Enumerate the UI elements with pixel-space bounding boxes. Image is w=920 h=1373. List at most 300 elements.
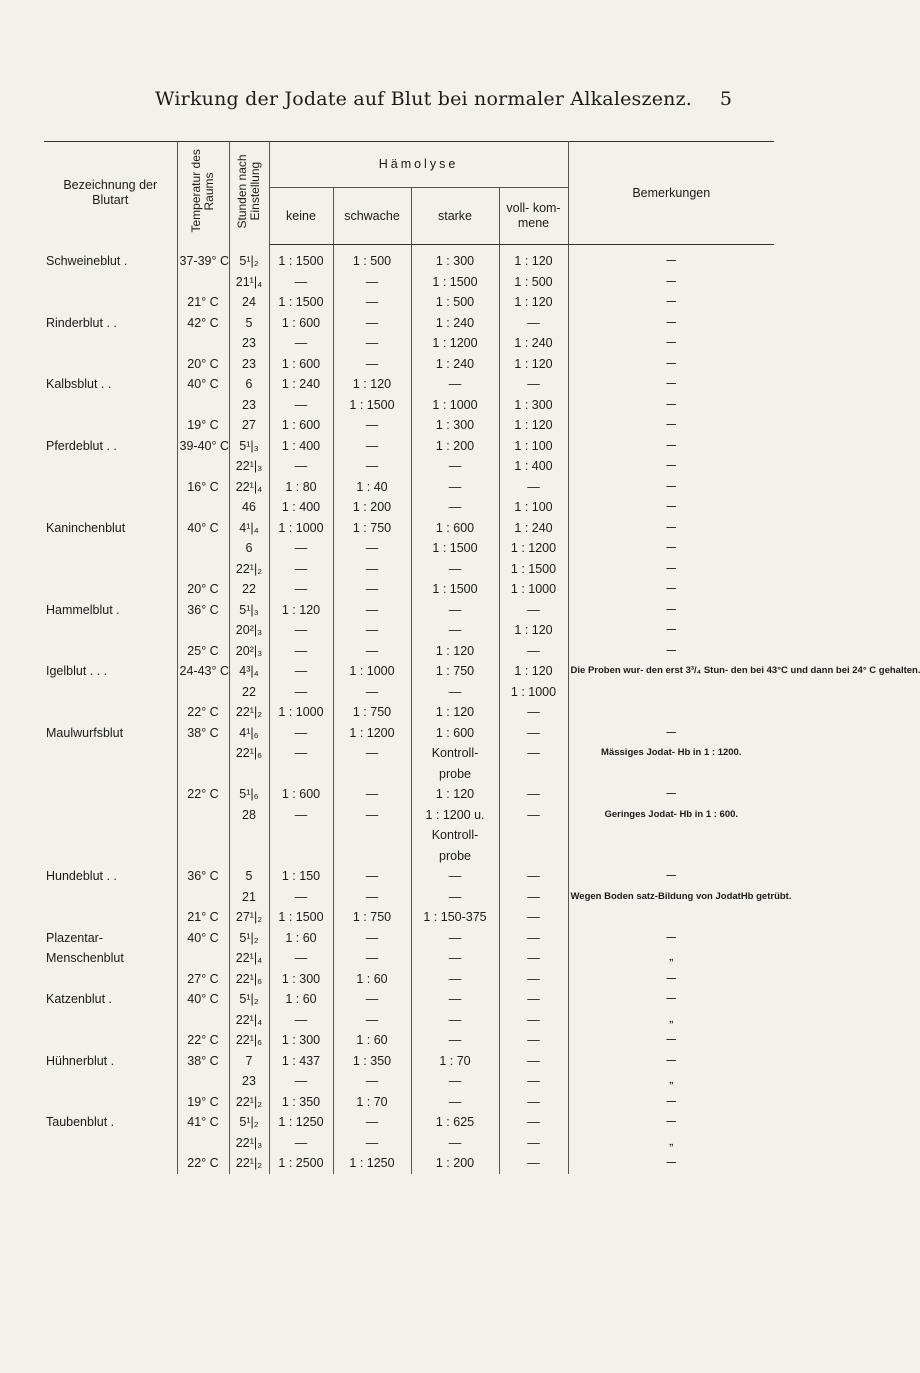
cell-hours: 22: [229, 682, 269, 703]
cell-voll: —: [499, 641, 568, 662]
cell-schwache: —: [333, 641, 411, 662]
cell-voll: 1 : 1200: [499, 538, 568, 559]
table-row: [44, 436, 774, 457]
cell-starke: Kontroll-: [411, 825, 499, 846]
cell-temp: 38° C: [177, 1051, 229, 1072]
cell-temp: 20° C: [177, 579, 229, 600]
cell-starke: 1 : 120: [411, 641, 499, 662]
cell-name: Igelblut . . .: [46, 664, 108, 678]
cell-bem: Die Proben wur- den erst 3³/₄ Stun- den bei 43°C und dann bei 24° C gehalten.: [568, 661, 774, 682]
header-stunden: Stunden nach Einstellung: [229, 142, 269, 245]
cell-bem: —: [568, 641, 774, 662]
cell-temp: [177, 333, 229, 354]
table-row: [44, 272, 774, 293]
table-row: [44, 313, 774, 334]
cell-temp: [177, 456, 229, 477]
cell-name: Hammelblut .: [46, 602, 120, 617]
cell-starke: 1 : 750: [411, 661, 499, 682]
table-row: [44, 641, 774, 662]
cell-keine: 1 : 600: [269, 784, 333, 805]
cell-temp: [177, 272, 229, 293]
cell-name: [44, 497, 177, 518]
cell-temp: 40° C: [177, 518, 229, 539]
cell-bem: —: [568, 784, 774, 805]
cell-voll: —: [499, 1112, 568, 1133]
cell-keine: 1 : 300: [269, 1030, 333, 1051]
table-row: [44, 784, 774, 805]
cell-hours: 22: [229, 579, 269, 600]
cell-bem: —: [568, 600, 774, 621]
cell-keine: [269, 846, 333, 867]
cell-hours: 23: [229, 333, 269, 354]
cell-starke: —: [411, 600, 499, 621]
cell-temp: 40° C: [177, 989, 229, 1010]
cell-voll: —: [499, 1153, 568, 1174]
cell-starke: —: [411, 1010, 499, 1031]
cell-voll: —: [499, 1133, 568, 1154]
cell-schwache: —: [333, 415, 411, 436]
cell-starke: 1 : 200: [411, 436, 499, 457]
table-row: [44, 292, 774, 313]
cell-hours: 5: [229, 313, 269, 334]
cell-starke: Kontroll-: [411, 743, 499, 764]
cell-schwache: 1 : 1000: [333, 661, 411, 682]
cell-hours: 5: [229, 866, 269, 887]
cell-temp: [177, 764, 229, 785]
cell-voll: 1 : 120: [499, 415, 568, 436]
table-row: [44, 456, 774, 477]
header-haemolyse: Hämolyse: [269, 142, 568, 188]
table-row: [44, 374, 774, 395]
table-row: [44, 579, 774, 600]
cell-keine: 1 : 1000: [269, 702, 333, 723]
cell-bem: —: [568, 456, 774, 477]
cell-starke: —: [411, 928, 499, 949]
cell-hours: 22¹|₂: [229, 702, 269, 723]
cell-keine: 1 : 600: [269, 313, 333, 334]
cell-bem: —: [568, 969, 774, 990]
cell-name: Rinderblut . .: [46, 315, 117, 330]
cell-schwache: —: [333, 805, 411, 826]
cell-keine: —: [269, 579, 333, 600]
cell-keine: 1 : 1500: [269, 907, 333, 928]
cell-voll: 1 : 120: [499, 620, 568, 641]
cell-voll: 1 : 1500: [499, 559, 568, 580]
cell-keine: 1 : 2500: [269, 1153, 333, 1174]
cell-temp: [177, 805, 229, 826]
cell-name: [44, 784, 177, 805]
cell-temp: 22° C: [177, 784, 229, 805]
cell-temp: [177, 1071, 229, 1092]
cell-voll: 1 : 500: [499, 272, 568, 293]
cell-hours: 22¹|₂: [229, 559, 269, 580]
cell-name: [44, 907, 177, 928]
cell-temp: 36° C: [177, 866, 229, 887]
table-row: [44, 354, 774, 375]
cell-bem: [568, 907, 774, 928]
cell-temp: 19° C: [177, 415, 229, 436]
cell-keine: —: [269, 559, 333, 580]
cell-hours: 27¹|₂: [229, 907, 269, 928]
cell-voll: —: [499, 948, 568, 969]
cell-name: [44, 805, 177, 826]
running-head: [0, 88, 800, 128]
cell-bem: —: [568, 1092, 774, 1113]
cell-keine: —: [269, 948, 333, 969]
cell-name: Kaninchenblut: [46, 520, 126, 535]
table-row: [44, 538, 774, 559]
cell-temp: 42° C: [177, 313, 229, 334]
cell-name: Plazentar-: [46, 930, 103, 945]
cell-schwache: 1 : 350: [333, 1051, 411, 1072]
table-row: [44, 333, 774, 354]
cell-name: Schweineblut .: [46, 253, 128, 268]
cell-bem: Wegen Boden satz-Bildung von JodatHb getrübt.: [568, 887, 774, 908]
cell-bem: —: [568, 354, 774, 375]
cell-name: [44, 559, 177, 580]
cell-hours: 22¹|₄: [229, 477, 269, 498]
table-row: [44, 559, 774, 580]
cell-schwache: [333, 764, 411, 785]
cell-bem: —: [568, 415, 774, 436]
table-row: [44, 600, 774, 621]
header-bemerkungen: Bemerkungen: [568, 142, 774, 245]
cell-hours: 5¹|₆: [229, 784, 269, 805]
table-row: [44, 1071, 774, 1092]
cell-schwache: —: [333, 456, 411, 477]
cell-name: [44, 272, 177, 293]
cell-schwache: —: [333, 436, 411, 457]
cell-hours: 5¹|₃: [229, 600, 269, 621]
cell-schwache: —: [333, 928, 411, 949]
cell-schwache: —: [333, 866, 411, 887]
cell-keine: 1 : 1250: [269, 1112, 333, 1133]
cell-hours: 7: [229, 1051, 269, 1072]
cell-voll: [499, 764, 568, 785]
cell-temp: [177, 1133, 229, 1154]
cell-bem: —: [568, 866, 774, 887]
cell-bem: —: [568, 579, 774, 600]
cell-name: [44, 620, 177, 641]
cell-temp: 41° C: [177, 1112, 229, 1133]
cell-keine: —: [269, 333, 333, 354]
cell-starke: 1 : 1200: [411, 333, 499, 354]
cell-bem: —: [568, 989, 774, 1010]
cell-bem: —: [568, 928, 774, 949]
cell-keine: —: [269, 538, 333, 559]
table-row: [44, 682, 774, 703]
cell-schwache: —: [333, 272, 411, 293]
cell-voll: 1 : 120: [499, 245, 568, 272]
cell-starke: —: [411, 374, 499, 395]
cell-voll: —: [499, 600, 568, 621]
cell-schwache: —: [333, 887, 411, 908]
cell-hours: 4¹|₄: [229, 518, 269, 539]
cell-name: [44, 538, 177, 559]
cell-hours: 46: [229, 497, 269, 518]
cell-name: [44, 477, 177, 498]
cell-starke: 1 : 150-375: [411, 907, 499, 928]
cell-bem: [568, 702, 774, 723]
cell-hours: 23: [229, 395, 269, 416]
table-row: [44, 743, 774, 764]
cell-voll: —: [499, 374, 568, 395]
cell-name: Menschenblut: [46, 951, 124, 965]
header-keine: keine: [269, 188, 333, 245]
cell-name: [44, 456, 177, 477]
cell-bem: —: [568, 1153, 774, 1174]
cell-schwache: —: [333, 600, 411, 621]
cell-voll: —: [499, 1010, 568, 1031]
cell-voll: 1 : 400: [499, 456, 568, 477]
cell-name: Hühnerblut .: [46, 1053, 115, 1068]
cell-keine: [269, 764, 333, 785]
table-row: [44, 846, 774, 867]
cell-temp: [177, 846, 229, 867]
table-row: [44, 907, 774, 928]
page-title: Wirkung der Jodate auf Blut bei normaler Alkaleszenz.: [155, 88, 693, 110]
cell-schwache: —: [333, 1071, 411, 1092]
cell-voll: 1 : 1000: [499, 682, 568, 703]
cell-bem: [568, 846, 774, 867]
table-body: [44, 245, 920, 1174]
cell-name: [44, 292, 177, 313]
cell-voll: [499, 846, 568, 867]
cell-starke: —: [411, 1071, 499, 1092]
cell-schwache: —: [333, 1010, 411, 1031]
cell-temp: 21° C: [177, 907, 229, 928]
cell-starke: —: [411, 456, 499, 477]
cell-voll: —: [499, 907, 568, 928]
cell-voll: —: [499, 784, 568, 805]
cell-keine: —: [269, 620, 333, 641]
cell-keine: —: [269, 743, 333, 764]
cell-starke: 1 : 600: [411, 723, 499, 744]
cell-hours: 20²|₃: [229, 641, 269, 662]
cell-keine: 1 : 1500: [269, 245, 333, 272]
cell-starke: 1 : 70: [411, 1051, 499, 1072]
cell-voll: 1 : 240: [499, 518, 568, 539]
cell-starke: 1 : 1000: [411, 395, 499, 416]
cell-name: Katzenblut .: [46, 992, 113, 1006]
table-row: [44, 415, 774, 436]
cell-bem: —: [568, 272, 774, 293]
cell-name: [44, 682, 177, 703]
cell-schwache: 1 : 750: [333, 518, 411, 539]
cell-hours: 21¹|₄: [229, 272, 269, 293]
cell-name: [44, 743, 177, 764]
cell-hours: [229, 846, 269, 867]
cell-name: [44, 764, 177, 785]
cell-schwache: —: [333, 948, 411, 969]
cell-temp: 40° C: [177, 374, 229, 395]
cell-schwache: —: [333, 579, 411, 600]
cell-hours: 22¹|₆: [229, 969, 269, 990]
cell-starke: —: [411, 1092, 499, 1113]
cell-temp: 24-43° C: [177, 661, 229, 682]
cell-keine: 1 : 120: [269, 600, 333, 621]
cell-temp: 19° C: [177, 1092, 229, 1113]
cell-hours: 4³|₄: [229, 661, 269, 682]
cell-temp: [177, 497, 229, 518]
cell-name: [44, 333, 177, 354]
cell-schwache: 1 : 200: [333, 497, 411, 518]
cell-voll: 1 : 300: [499, 395, 568, 416]
cell-temp: 37-39° C: [177, 245, 229, 272]
table-row: [44, 1092, 774, 1113]
cell-starke: 1 : 200: [411, 1153, 499, 1174]
cell-starke: 1 : 1500: [411, 579, 499, 600]
cell-bem: „: [568, 1071, 774, 1092]
cell-schwache: 1 : 120: [333, 374, 411, 395]
cell-bem: —: [568, 538, 774, 559]
cell-keine: 1 : 437: [269, 1051, 333, 1072]
cell-temp: 40° C: [177, 928, 229, 949]
cell-bem: —: [568, 477, 774, 498]
cell-starke: —: [411, 477, 499, 498]
cell-temp: 22° C: [177, 702, 229, 723]
cell-name: Kalbsblut . .: [46, 377, 112, 391]
cell-voll: —: [499, 723, 568, 744]
cell-hours: 5¹|₃: [229, 436, 269, 457]
cell-hours: [229, 764, 269, 785]
cell-schwache: 1 : 500: [333, 245, 411, 272]
cell-name: [44, 1092, 177, 1113]
cell-temp: 39-40° C: [177, 436, 229, 457]
table-row: [44, 661, 774, 682]
cell-bem: „: [568, 1010, 774, 1031]
table-row: [44, 969, 774, 990]
cell-hours: 24: [229, 292, 269, 313]
cell-voll: 1 : 1000: [499, 579, 568, 600]
cell-schwache: —: [333, 784, 411, 805]
cell-temp: [177, 620, 229, 641]
cell-bem: Geringes Jodat- Hb in 1 : 600.: [568, 805, 774, 826]
table-row: [44, 395, 774, 416]
cell-name: [44, 1010, 177, 1031]
cell-starke: 1 : 120: [411, 784, 499, 805]
cell-keine: —: [269, 641, 333, 662]
cell-keine: —: [269, 395, 333, 416]
cell-keine: 1 : 600: [269, 415, 333, 436]
cell-bem: —: [568, 436, 774, 457]
cell-hours: 23: [229, 354, 269, 375]
cell-voll: —: [499, 1030, 568, 1051]
table-row: [44, 1030, 774, 1051]
cell-bem: —: [568, 1112, 774, 1133]
cell-hours: 22¹|₆: [229, 743, 269, 764]
cell-hours: 28: [229, 805, 269, 826]
cell-name: Hundeblut . .: [46, 869, 117, 883]
cell-hours: 22¹|₃: [229, 456, 269, 477]
table-row: [44, 497, 774, 518]
cell-bem: [568, 764, 774, 785]
cell-voll: —: [499, 989, 568, 1010]
cell-starke: 1 : 600: [411, 518, 499, 539]
cell-voll: —: [499, 1051, 568, 1072]
cell-voll: —: [499, 1071, 568, 1092]
cell-starke: —: [411, 866, 499, 887]
cell-temp: [177, 887, 229, 908]
cell-schwache: —: [333, 682, 411, 703]
cell-schwache: 1 : 1250: [333, 1153, 411, 1174]
cell-temp: 36° C: [177, 600, 229, 621]
cell-temp: [177, 948, 229, 969]
cell-name: Taubenblut .: [46, 1115, 115, 1129]
cell-name: [44, 415, 177, 436]
cell-temp: 27° C: [177, 969, 229, 990]
cell-bem: —: [568, 245, 774, 272]
cell-bem: „: [568, 1133, 774, 1154]
cell-starke: —: [411, 497, 499, 518]
cell-bem: —: [568, 374, 774, 395]
table-row: [44, 245, 774, 272]
cell-temp: 22° C: [177, 1153, 229, 1174]
cell-schwache: —: [333, 354, 411, 375]
cell-schwache: —: [333, 559, 411, 580]
cell-bem: [568, 682, 774, 703]
cell-schwache: —: [333, 333, 411, 354]
table-row: [44, 620, 774, 641]
cell-name: [44, 354, 177, 375]
cell-voll: —: [499, 743, 568, 764]
cell-name: [44, 1153, 177, 1174]
cell-hours: 22¹|₃: [229, 1133, 269, 1154]
cell-hours: 6: [229, 538, 269, 559]
cell-voll: 1 : 120: [499, 354, 568, 375]
cell-hours: 27: [229, 415, 269, 436]
cell-keine: —: [269, 723, 333, 744]
header-blutart: Bezeichnung der Blutart: [63, 178, 158, 208]
cell-voll: 1 : 100: [499, 497, 568, 518]
cell-bem: —: [568, 620, 774, 641]
cell-voll: —: [499, 313, 568, 334]
table-row: [44, 1153, 774, 1174]
cell-starke: —: [411, 969, 499, 990]
table-row: [44, 1051, 774, 1072]
cell-schwache: 1 : 70: [333, 1092, 411, 1113]
cell-hours: 20²|₃: [229, 620, 269, 641]
table-row: [44, 825, 774, 846]
cell-schwache: —: [333, 313, 411, 334]
cell-name: [44, 825, 177, 846]
cell-starke: —: [411, 559, 499, 580]
cell-hours: 22¹|₂: [229, 1153, 269, 1174]
cell-hours: 5¹|₂: [229, 245, 269, 272]
cell-schwache: —: [333, 989, 411, 1010]
cell-starke: —: [411, 948, 499, 969]
cell-name: [44, 641, 177, 662]
cell-keine: 1 : 600: [269, 354, 333, 375]
cell-voll: —: [499, 1092, 568, 1113]
cell-starke: —: [411, 1133, 499, 1154]
table-row: [44, 1010, 774, 1031]
table-row: [44, 989, 774, 1010]
cell-hours: 22¹|₆: [229, 1030, 269, 1051]
cell-starke: 1 : 240: [411, 313, 499, 334]
cell-schwache: [333, 825, 411, 846]
cell-keine: 1 : 1500: [269, 292, 333, 313]
cell-schwache: 1 : 750: [333, 907, 411, 928]
cell-starke: —: [411, 887, 499, 908]
cell-starke: 1 : 1500: [411, 272, 499, 293]
header-temperatur: Temperatur des Raums: [177, 142, 229, 245]
cell-hours: 4¹|₆: [229, 723, 269, 744]
cell-starke: —: [411, 1030, 499, 1051]
cell-keine: 1 : 80: [269, 477, 333, 498]
cell-temp: 22° C: [177, 1030, 229, 1051]
cell-keine: 1 : 60: [269, 989, 333, 1010]
